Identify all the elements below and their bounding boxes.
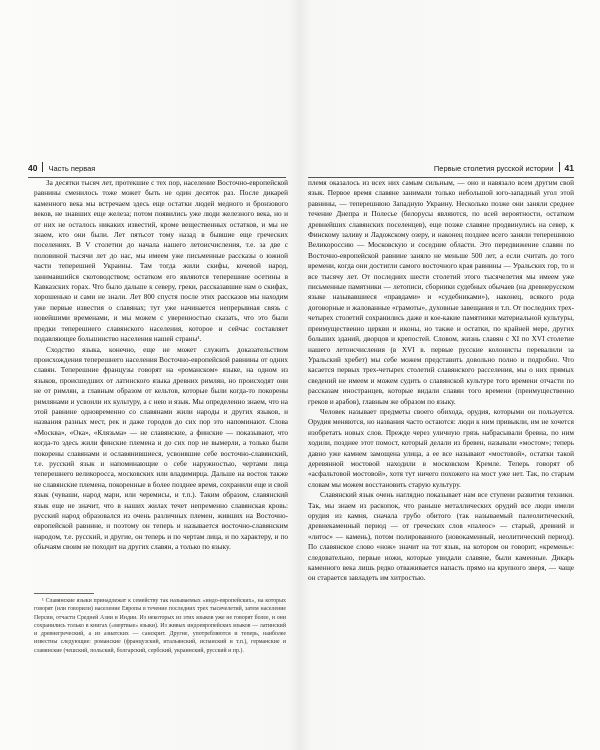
header-divider (42, 162, 43, 172)
paragraph: Славянский язык очень наглядно показывает нам все ступени развития техники. Так, мы знаем из раскопок, что раньше металлических орудий все люди имели орудия из камня, сначала грубо обитого (так называемый палеолитический, древнекаменный период — от греческих слов «палеос» — старый, древний и «литос» — камень), потом полированного (новокаменный, неолитический период). По славянское слово «нож» значит на тот язык, на котором он говорит, «кремень»: следовательно, первые ножи, которые увидали славяне, были каменные. Дикарь каменного века лишь редко отваживается напасть прямо на крупного зверя, — чаще он старается завладеть им хитростью. (308, 491, 574, 583)
paragraph: Сходство языка, конечно, еще не может служить доказательством происхождения теперешнего населения Восточно-европейской равнины от одних славян. Теперешние французы говорят на «романском» языке, на одном из языков, происшедших от латинского языка древних римлян, но происходят они не от римлян, а главным образом от кельтов, которые были когда-то покорены римлянами и усвоили их культуру, а с нею и язык. Мы определенно знаем, что на этой равнине одновременно со славянами жили народы и других языков, и названия разных мест, рек и даже городов до сих пор это напоминают. Слова «Москва», «Ока», «Клязьма» — не славянские, а финские — показывают, что когда-то здесь жили финские племена и до сих пор не вымерли, а только были покорены славянами и ославянившиеся, усвоившие себе восточно-славянский, т.е. русский язык и напоминающие о себе наружностью, чертами лица теперешнего великоросса, московских или владимирца. Дальше на восток также не славянские племена, покоренные в более позднее время, сохранили еще и свой язык (чуваши, народ мари, или черемисы, и т.п.). Таким образом, славянский язык еще не значит, что в наших жилах течет непременно славянская кровь: русский народ образовался из очень различных племен, живших на Восточно-европейской равнине, и поэтому он теперь и называется восточно-славянским народом, т.е. русский, и другие, он теперь и по чертам лица, и по характеру, и по обычаям своим не походит на других славян, а только по языку. (34, 345, 288, 552)
paragraph: племя оказалось из всех них самым сильным, — оно и навязало всем другим свой язык. Первое время славяне занимали только небольшой юго-западный угол этой равнины, — теперешнюю Западную Украину. Несколько позже они заняли среднее течение Днепра и Полесье (белорусы являются, по всей вероятности, остатком древнейших славянских поселенцев), еще позже славяне продвинулись на север, к Финскому заливу и Ладожскому озеру, и наконец позднее всего заняли теперешнюю Великороссию — Московскую и соседние области. Это передвижение славян по Восточно-европейской равнине заняло не меньше 500 лет, а если считать до того времени, когда они достигли самого восточного края равнины — Уральских гор, то и все тысячу лет. От последних шести столетий этого тысячелетия мы имеем уже письменные памятники — летописи, сборники судебных обычаев (на древнерусском языке называвшиеся «правдами» и «судебниками»), наконец, всякого рода договорные и жалованные «грамоты», духовные завещания и т.п. От последних трех-четырех столетий сохранились даже и кое-какие памятники материальной культуры, преимущественно церкви и иконы, но также и остатки, по крайней мере, других больших зданий, дворцов и крепостей. Словом, жизнь славян с XI по XVI столетие нашего летоисчисления (в XVI в. первые русские колонисты перевалили за Уральский хребет) мы себе можем представить довольно полно и подробно. Что касается первых трех-четырех столетий славянского расселения, мы о них прямых сведений не имеем и можем судить о славянской культуре того времени отчасти по рассказам иностранцев, которые видали славян того времени (преимущественно греков и арабов), главным же образом по языку. (308, 179, 574, 406)
header-divider (559, 162, 560, 172)
paragraph: Человек называет предметы своего обихода, орудия, которыми он пользуется. Орудия меняются, но названия часто остаются: люди к ним привыкли, им не хочется изобретать новых слов. Прежде через уличную грязь набрасывали бревна, по ним ходили, позднее этот помост, который делали из бревен, называли «мостом»; теперь давно уже камнем замощена улица, а ее все называют «мостовой», остатки такой деревянной мостовой находили в московском Кремле. Теперь говорят об «асфальтовой мостовой», хотя тут ничего похожего на мост уже нет. Так, по старым словам мы можем восстановить старую культуру. (308, 407, 574, 489)
left-body-text (34, 178, 288, 553)
footnote-rule (34, 593, 94, 594)
right-page (300, 0, 600, 750)
running-head: Первые столетия русской истории (433, 164, 554, 173)
right-body-text (308, 178, 574, 584)
footnote-text: ¹ Славянские языки принадлежат к семейству так называемых «индо-европейских», на которых говорят (или говорили) население Европы в течение последних трех тысячелетий, затем население Персии, отчасти Средней Азии и Индии. Из некоторых из этих языков уже не говорят более, и они сохранились только в книгах («мертвые» языки). Из живых индоевропейских языков — латинский и древнегреческий, а из азиатских — санскрит. Другие, употребляются и теперь, наиболее известны следующие: романские (французский, итальянский, испанский и т.п.), германские и славянские (чешский, польский, болгарский, сербский, украинский, русский и пр.). (34, 598, 286, 654)
running-head: Часть первая (48, 164, 96, 173)
page-header-right (308, 161, 574, 175)
page-number: 40 (28, 163, 38, 173)
footnote (34, 597, 286, 655)
page-number: 41 (564, 163, 574, 173)
page-header-left (28, 161, 286, 175)
paragraph: За десятки тысяч лет, протекшие с тех пор, население Восточно-европейской равнины сменилось тоже может быть не один десяток раз. После дикарей каменного века мы встречаем здесь еще остатки людей медного и бронзового веков, не знавших еще железа; потом появились уже люди железного века, но и от них не осталось никаких известий, кроме вещественных остатков, и мы не знаем, кто они были. Лет пятьсот тому назад в бывшие еще греческих поселениях. В V столетии до начала нашего летоисчисления, т.е. за две с половиной тысячи лет до нас, мы имеем уже письменные рассказы о южной части теперешней Украины. Там тогда жили скифы, кочевой народ, занимавшийся скотоводством; остатком его являются теперешние осетины в Кавказских горах. Что было дальше к северу, греки, рассказавшие нам о скифах, хорошенько и сами не знали. Лет 800 спустя после этих рассказов мы находим уже первые известия о славянах; тут уже начинается непрерывная связь с новейшими временами, и мы можем с уверенностью сказать, что это были предки теперешнего славянского населения, которое и сейчас составляет подавляющее большинство населения нашей страны¹. (34, 179, 288, 344)
